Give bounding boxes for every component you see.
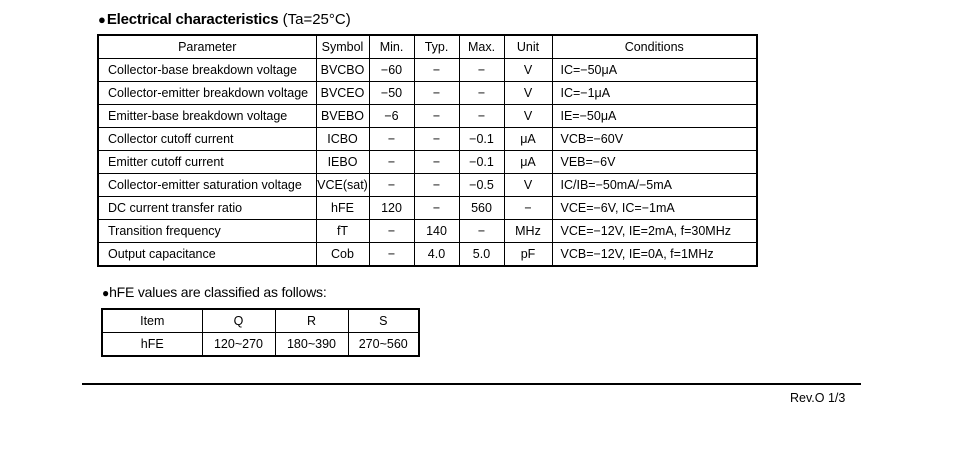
min-cell: −50 [369, 82, 414, 105]
q-range-cell: 120~270 [202, 333, 275, 357]
table-row [98, 59, 757, 82]
conditions-cell: IC=−50μA [552, 59, 757, 82]
min-cell: − [369, 174, 414, 197]
unit-cell: pF [504, 243, 552, 267]
header-conditions: Conditions [552, 35, 757, 59]
max-cell: −0.1 [459, 128, 504, 151]
unit-cell: V [504, 105, 552, 128]
max-cell: − [459, 82, 504, 105]
conditions-cell: IC=−1μA [552, 82, 757, 105]
min-cell: −6 [369, 105, 414, 128]
symbol-cell: BVCEO [316, 82, 369, 105]
typ-cell: 4.0 [414, 243, 459, 267]
conditions-cell: IC/IB=−50mA/−5mA [552, 174, 757, 197]
electrical-characteristics-table [97, 34, 758, 267]
parameter-cell: Collector-base breakdown voltage [98, 59, 316, 82]
parameter-cell: Emitter-base breakdown voltage [98, 105, 316, 128]
conditions-cell: VCB=−12V, IE=0A, f=1MHz [552, 243, 757, 267]
conditions-cell: VCB=−60V [552, 128, 757, 151]
bullet-icon: ● [102, 286, 110, 300]
unit-cell: V [504, 174, 552, 197]
min-cell: −60 [369, 59, 414, 82]
hfe-title-text: hFE values are classified as follows: [109, 284, 327, 300]
symbol-cell: fT [316, 220, 369, 243]
symbol-cell: ICBO [316, 128, 369, 151]
unit-cell: − [504, 197, 552, 220]
conditions-cell: VCE=−6V, IC=−1mA [552, 197, 757, 220]
unit-cell: μA [504, 128, 552, 151]
parameter-cell: DC current transfer ratio [98, 197, 316, 220]
footer-divider [82, 383, 861, 385]
s-range-cell: 270~560 [348, 333, 419, 357]
max-cell: 5.0 [459, 243, 504, 267]
table-row [98, 197, 757, 220]
revision-page-number: Rev.O 1/3 [790, 391, 846, 405]
typ-cell: − [414, 151, 459, 174]
max-cell: − [459, 105, 504, 128]
parameter-cell: Output capacitance [98, 243, 316, 267]
max-cell: 560 [459, 197, 504, 220]
max-cell: − [459, 220, 504, 243]
max-cell: −0.1 [459, 151, 504, 174]
typ-cell: − [414, 174, 459, 197]
header-min: Min. [369, 35, 414, 59]
symbol-cell: VCE(sat) [316, 174, 369, 197]
unit-cell: V [504, 59, 552, 82]
header-r: R [275, 309, 348, 333]
max-cell: −0.5 [459, 174, 504, 197]
table-row [98, 174, 757, 197]
r-range-cell: 180~390 [275, 333, 348, 357]
header-unit: Unit [504, 35, 552, 59]
symbol-cell: IEBO [316, 151, 369, 174]
table-row [102, 333, 419, 357]
table-row [98, 243, 757, 267]
header-item: Item [102, 309, 202, 333]
parameter-cell: Collector-emitter breakdown voltage [98, 82, 316, 105]
header-parameter: Parameter [98, 35, 316, 59]
hfe-classification-heading [102, 283, 327, 302]
table-row [98, 151, 757, 174]
table-row [98, 128, 757, 151]
unit-cell: μA [504, 151, 552, 174]
table-row [98, 82, 757, 105]
min-cell: 120 [369, 197, 414, 220]
typ-cell: − [414, 59, 459, 82]
typ-cell: − [414, 105, 459, 128]
parameter-cell: Collector cutoff current [98, 128, 316, 151]
min-cell: − [369, 151, 414, 174]
conditions-cell: IE=−50μA [552, 105, 757, 128]
conditions-cell: VEB=−6V [552, 151, 757, 174]
table-header-row [98, 35, 757, 59]
min-cell: − [369, 128, 414, 151]
conditions-cell: VCE=−12V, IE=2mA, f=30MHz [552, 220, 757, 243]
temperature-condition: (Ta=25°C) [282, 11, 351, 28]
parameter-cell: Emitter cutoff current [98, 151, 316, 174]
typ-cell: − [414, 197, 459, 220]
item-cell: hFE [102, 333, 202, 357]
table-row [98, 105, 757, 128]
parameter-cell: Transition frequency [98, 220, 316, 243]
symbol-cell: BVEBO [316, 105, 369, 128]
typ-cell: − [414, 82, 459, 105]
symbol-cell: Cob [316, 243, 369, 267]
header-max: Max. [459, 35, 504, 59]
hfe-classification-table [101, 308, 420, 357]
symbol-cell: hFE [316, 197, 369, 220]
parameter-cell: Collector-emitter saturation voltage [98, 174, 316, 197]
table-header-row [102, 309, 419, 333]
max-cell: − [459, 59, 504, 82]
unit-cell: MHz [504, 220, 552, 243]
section-title: Electrical characteristics [106, 11, 279, 28]
typ-cell: − [414, 128, 459, 151]
min-cell: − [369, 220, 414, 243]
header-typ: Typ. [414, 35, 459, 59]
unit-cell: V [504, 82, 552, 105]
electrical-characteristics-heading [98, 10, 351, 30]
typ-cell: 140 [414, 220, 459, 243]
header-q: Q [202, 309, 275, 333]
header-symbol: Symbol [316, 35, 369, 59]
bullet-icon: ● [98, 12, 106, 27]
min-cell: − [369, 243, 414, 267]
table-row [98, 220, 757, 243]
symbol-cell: BVCBO [316, 59, 369, 82]
header-s: S [348, 309, 419, 333]
